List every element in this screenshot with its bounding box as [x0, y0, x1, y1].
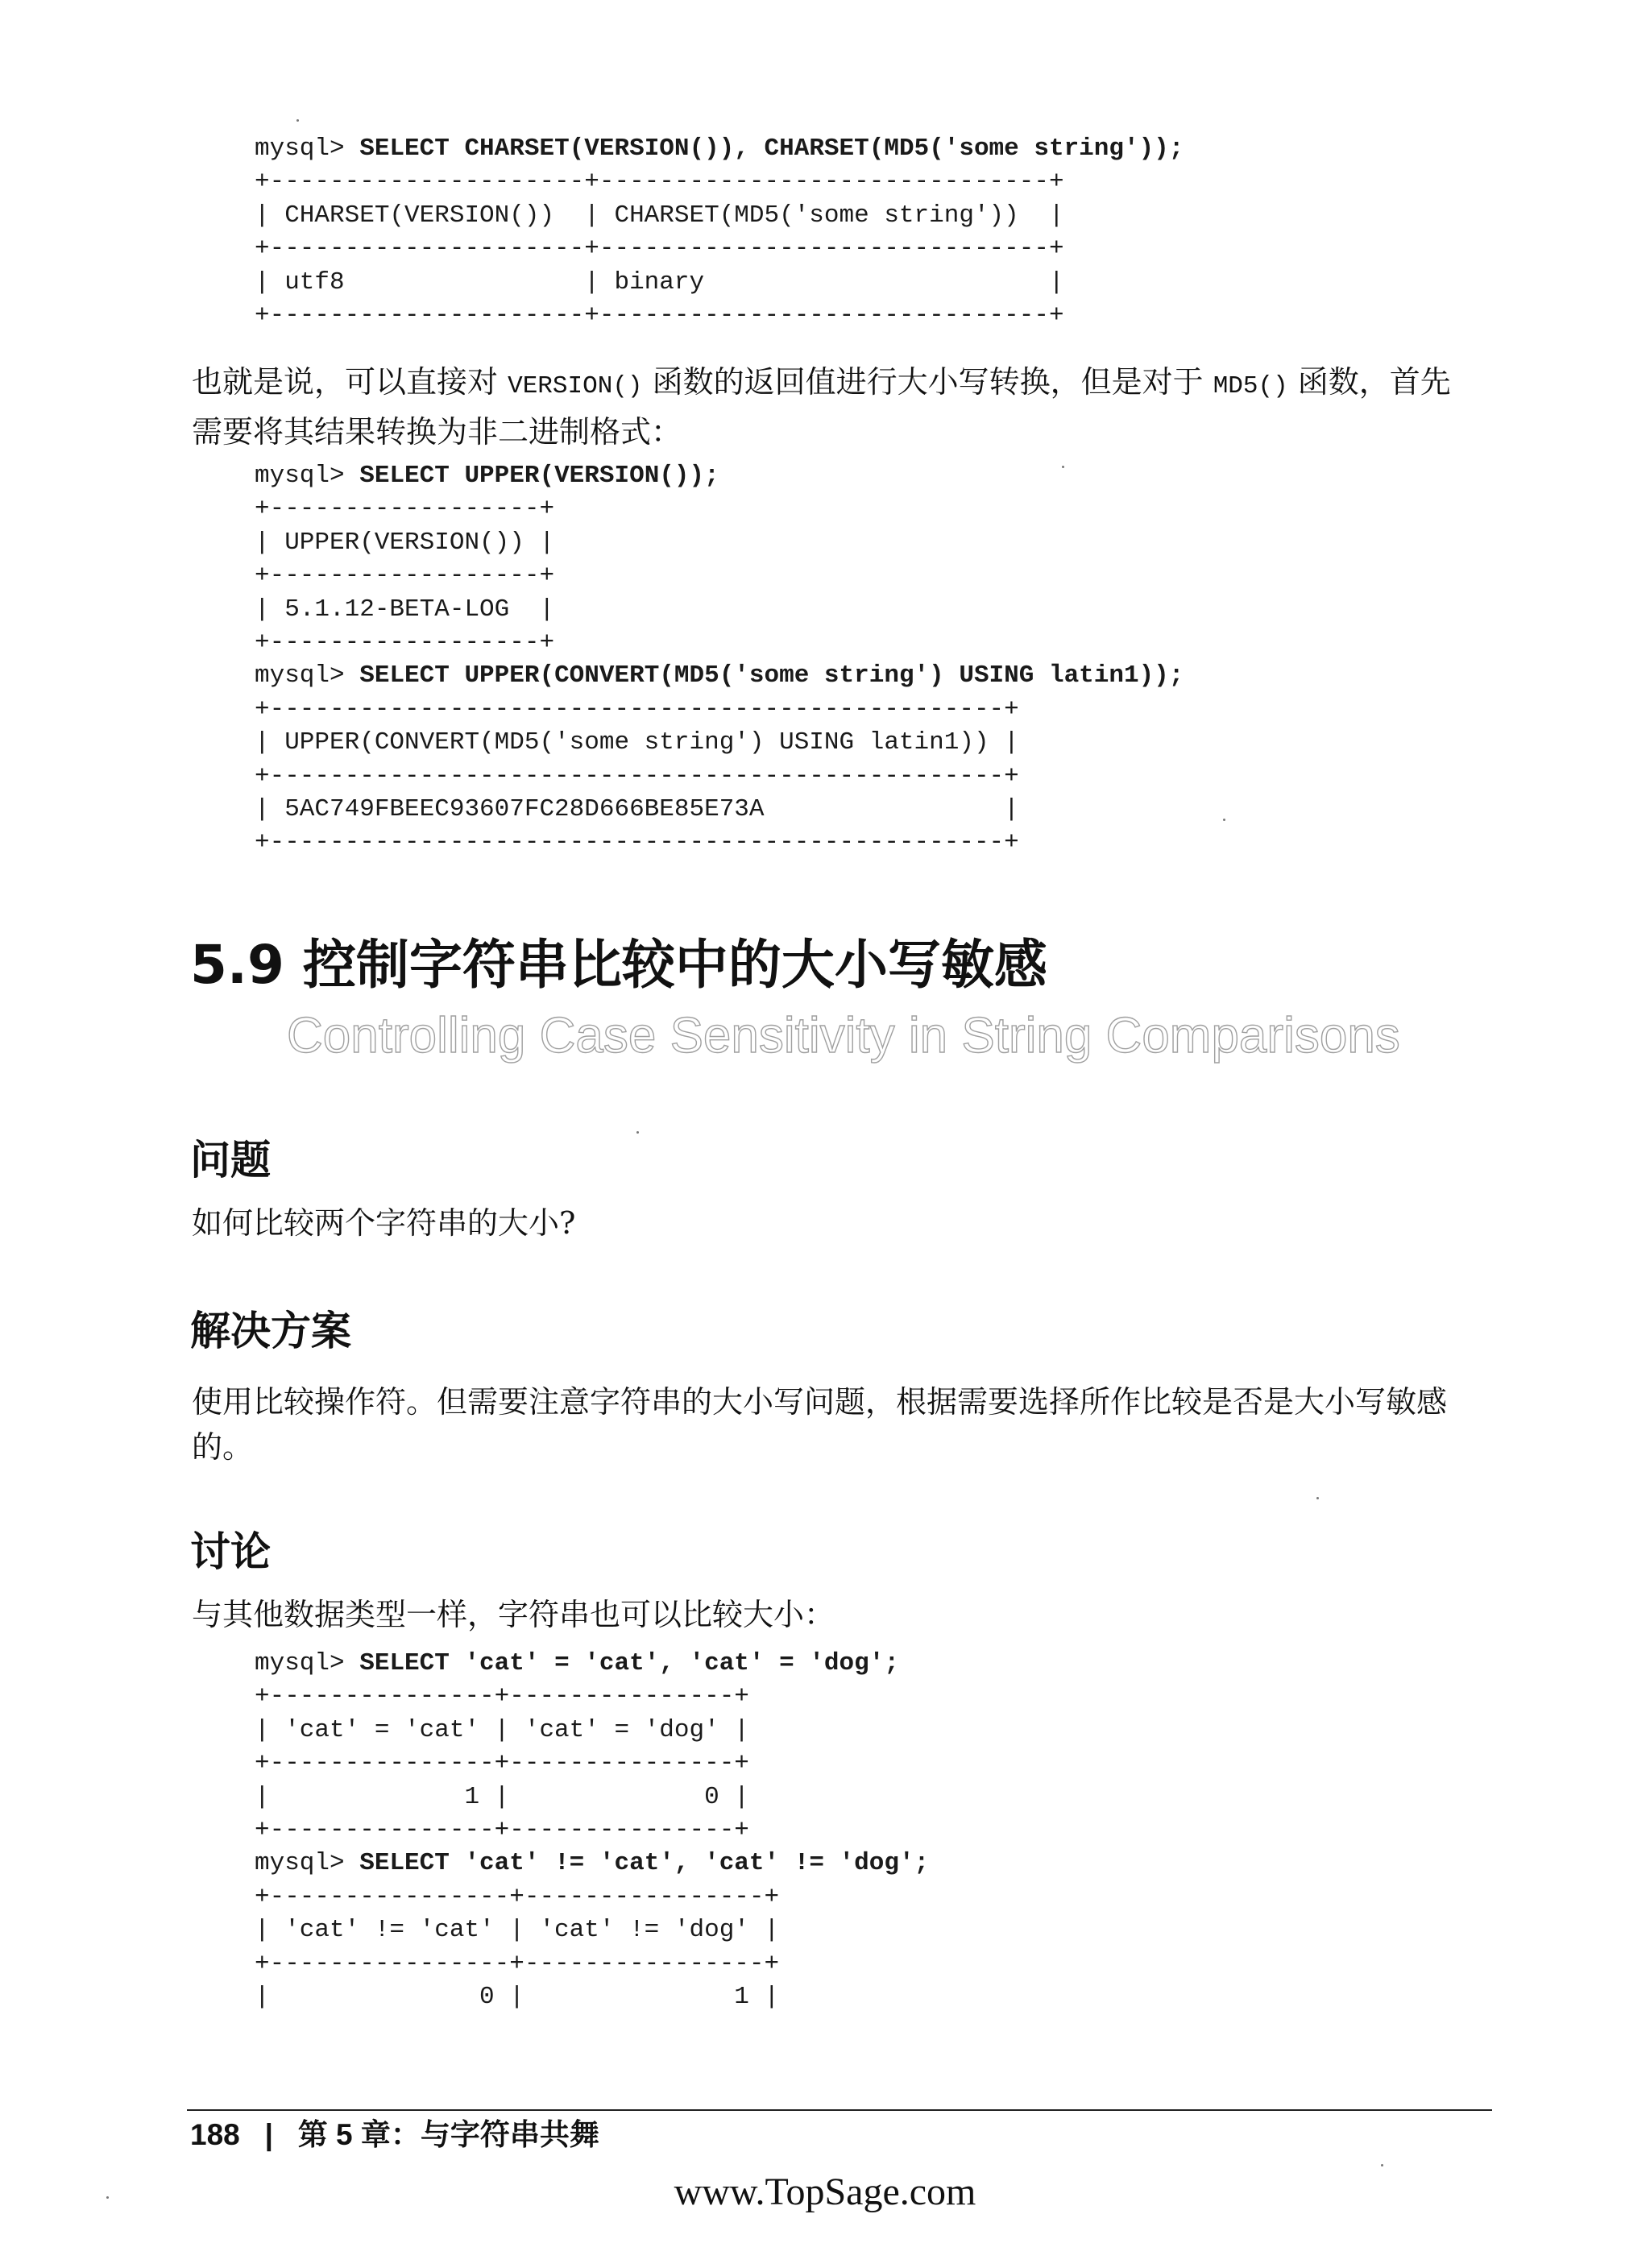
- result-border: +---------------+---------------+: [255, 1815, 749, 1844]
- sql-command: SELECT UPPER(CONVERT(MD5('some string') USING latin1));: [359, 661, 1184, 690]
- result-header-row: | 'cat' = 'cat' | 'cat' = 'dog' |: [255, 1715, 749, 1744]
- result-border: +----------------+----------------+: [255, 1949, 780, 1978]
- discussion-heading: 讨论: [190, 1528, 271, 1575]
- result-header-row: | CHARSET(VERSION()) | CHARSET(MD5('some string')) |: [255, 201, 1064, 230]
- scan-speck: [1062, 466, 1064, 468]
- code-block-compare: [255, 1647, 929, 2013]
- result-border: +---------------+---------------+: [255, 1682, 749, 1711]
- result-border: +-------------------------------------------------+: [255, 828, 1019, 857]
- result-border: +---------------------+------------------------------+: [255, 234, 1064, 263]
- result-header-row: | 'cat' != 'cat' | 'cat' != 'dog' |: [255, 1916, 780, 1945]
- result-border: +---------------------+------------------------------+: [255, 168, 1064, 197]
- watermark-url: www.TopSage.com: [674, 2171, 976, 2213]
- problem-heading: 问题: [190, 1137, 271, 1184]
- discussion-text: 与其他数据类型一样，字符串也可以比较大小：: [192, 1597, 835, 1632]
- result-data-row: | 5AC749FBEEC93607FC28D666BE85E73A |: [255, 794, 1019, 823]
- mysql-prompt: mysql>: [255, 135, 360, 163]
- result-data-row: | 1 | 0 |: [255, 1782, 749, 1811]
- result-border: +------------------+: [255, 562, 555, 591]
- result-border: +----------------+----------------+: [255, 1882, 780, 1911]
- explanation-paragraph: [192, 359, 1465, 454]
- footer-separator: |: [264, 2118, 273, 2151]
- scan-speck: [1381, 2164, 1383, 2166]
- scan-speck: [1223, 819, 1225, 821]
- result-border: +---------------+---------------+: [255, 1749, 749, 1778]
- page-footer: [190, 2116, 599, 2154]
- code-line: [255, 132, 1184, 165]
- scan-speck: [1316, 1497, 1319, 1499]
- result-header-row: | UPPER(CONVERT(MD5('some string') USING latin1)) |: [255, 728, 1019, 757]
- mysql-prompt: mysql>: [255, 1849, 360, 1878]
- inline-code: VERSION(): [508, 372, 643, 400]
- sql-command: SELECT 'cat' = 'cat', 'cat' = 'dog';: [359, 1649, 899, 1677]
- sql-command: SELECT UPPER(VERSION());: [359, 462, 719, 490]
- code-block-upper: [255, 459, 1184, 860]
- footer-divider: [187, 2109, 1492, 2111]
- paragraph-text: 函数，首先需要将其结果转换为非二进制格式：: [192, 364, 1451, 450]
- result-header-row: | UPPER(VERSION()) |: [255, 528, 555, 557]
- scan-speck: [636, 1131, 639, 1134]
- inline-code: MD5(): [1213, 372, 1288, 400]
- code-line: [255, 1647, 929, 1680]
- solution-heading: 解决方案: [190, 1308, 351, 1354]
- result-border: +------------------+: [255, 495, 555, 524]
- result-border: +-------------------------------------------------+: [255, 761, 1019, 790]
- result-data-row: | 0 | 1 |: [255, 1982, 780, 2011]
- mysql-prompt: mysql>: [255, 661, 360, 690]
- paragraph-text: 也就是说，可以直接对: [192, 364, 508, 400]
- scan-speck: [296, 119, 299, 122]
- section-heading: 5.9 控制字符串比较中的大小写敏感: [190, 934, 1047, 996]
- solution-text: 使用比较操作符。但需要注意字符串的大小写问题，根据需要选择所作比较是否是大小写敏感的。: [192, 1384, 1448, 1465]
- page-number: 188: [190, 2118, 240, 2151]
- result-data-row: | 5.1.12-BETA-LOG |: [255, 595, 555, 624]
- result-border: +---------------------+------------------------------+: [255, 301, 1064, 330]
- sql-command: SELECT CHARSET(VERSION()), CHARSET(MD5('some string'));: [359, 135, 1184, 163]
- code-block-charset: [255, 132, 1184, 332]
- scan-speck: [106, 2196, 109, 2199]
- result-border: +-------------------------------------------------+: [255, 694, 1019, 724]
- code-line: [255, 659, 1184, 692]
- result-border: +------------------+: [255, 628, 555, 657]
- code-line: [255, 459, 1184, 492]
- mysql-prompt: mysql>: [255, 462, 360, 490]
- paragraph-text: 函数的返回值进行大小写转换，但是对于: [642, 364, 1213, 400]
- problem-text: 如何比较两个字符串的大小?: [192, 1205, 576, 1241]
- section-subtitle: Controlling Case Sensitivity in String Comparisons: [287, 1008, 1400, 1064]
- chapter-title: 第 5 章：与字符串共舞: [297, 2118, 599, 2151]
- result-data-row: | utf8 | binary |: [255, 267, 1064, 296]
- sql-command: SELECT 'cat' != 'cat', 'cat' != 'dog';: [359, 1849, 930, 1878]
- mysql-prompt: mysql>: [255, 1649, 360, 1677]
- code-line: [255, 1847, 929, 1880]
